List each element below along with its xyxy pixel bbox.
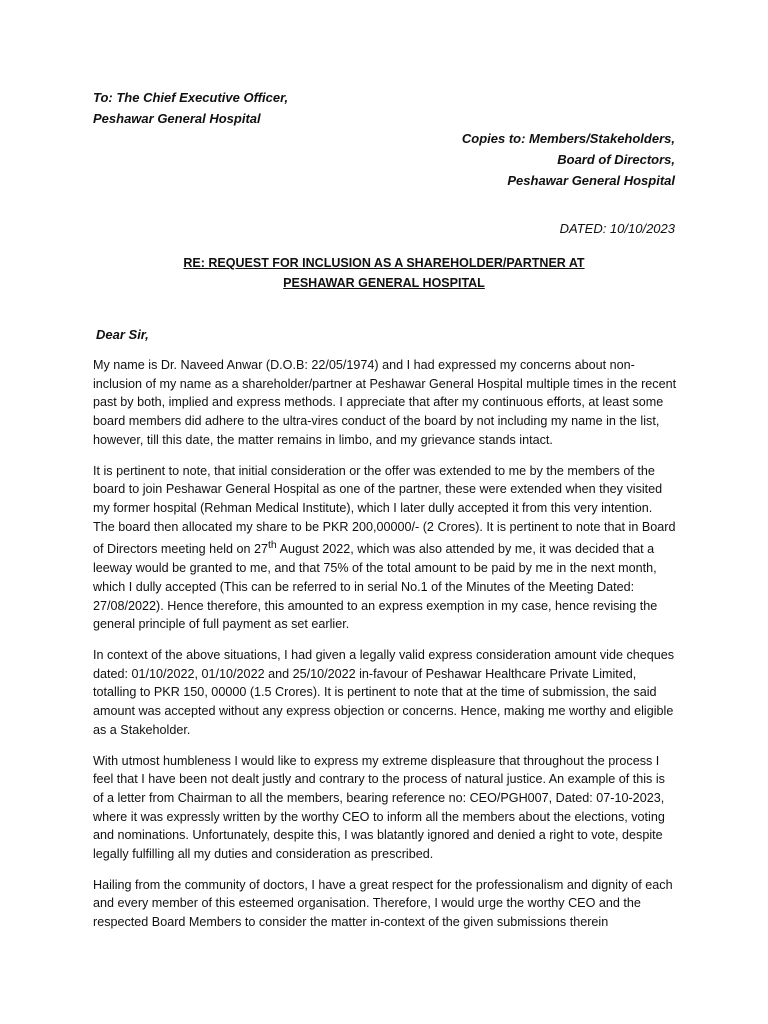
copies-line-organisation: Peshawar General Hospital [507, 173, 675, 188]
paragraph-2-part-b: August 2022, which was also attended by me, it was decided that a leeway would be granted to me, and that 75% of the total amount to be paid by me in the next month, which I dully accepted (This can be referred to in serial No.1 of the Minutes of the Meeting Dated: 27/08/2022). Hence therefore, this amounted to an express exemption in my case, hence revising the general principle of full payment as set earlier. [93, 542, 658, 632]
recipient-block [93, 87, 288, 129]
letter-date: DATED: 10/10/2023 [559, 221, 675, 236]
recipient-organisation: Peshawar General Hospital [93, 111, 261, 126]
copies-line-members: Copies to: Members/Stakeholders, [461, 131, 675, 146]
paragraph-5: Hailing from the community of doctors, I have a great respect for the professionalism and dignity of each and every member of this esteemed organisation. Therefore, I would urge the worthy CEO and the respected Board Members to consider the matter in-context of the given submissions therein [93, 877, 673, 930]
paragraph-1: My name is Dr. Naveed Anwar (D.O.B: 22/05/1974) and I had expressed my concerns about non-inclusion of my name as a shareholder/partner at Peshawar General Hospital multiple times in the recent past by both, implied and express methods. I appreciate that after my continuous efforts, at least some board members did adhere to the ultra-vires conduct of the board by not including my name in the list, however, till this date, the matter remains in limbo, and my grievance stands intact. [93, 358, 677, 447]
subject-line-1: RE: REQUEST FOR INCLUSION AS A SHAREHOLDER/PARTNER AT [183, 256, 585, 270]
paragraph-4: With utmost humbleness I would like to express my extreme displeasure that throughout the process I feel that I have been not dealt justly and contrary to the process of natural justice. An example of this is of a letter from Chairman to all the members, bearing reference no: CEO/PGH007, Dated: 07-10-2023, where it was expressly written by the worthy CEO to inform all the members about the elections, voting and nominations. Unfortunately, despite this, I was blatantly ignored and denied a right to vote, despite legally fulfilling all my duties and consideration as prescribed. [93, 753, 665, 862]
subject-line [93, 253, 675, 293]
paragraph-2-part-a: It is pertinent to note, that initial consideration or the offer was extended to me by the members of the board to join Peshawar General Hospital as one of the partner, these were extended when they visited my former hospital (Rehman Medical Institute), which I later dully accepted it from this very intention. The board then allocated my share to be PKR 200,00000/- (2 Crores). It is pertinent to note that in Board of Directors meeting held on 27 [93, 463, 676, 557]
salutation: Dear Sir, [96, 327, 149, 342]
copies-line-board: Board of Directors, [557, 152, 675, 167]
ordinal-suffix: th [268, 539, 277, 552]
paragraph-3: In context of the above situations, I had given a legally valid express consideration amount vide cheques dated: 01/10/2022, 01/10/2022 and 25/10/2022 in-favour of Peshawar Healthcare Private Limited, totalling to PKR 150, 00000 (1.5 Crores). It is pertinent to note that at the time of submission, the said amount was accepted without any express objection or concerns. Hence, making me worthy and eligible as a Stakeholder. [93, 648, 675, 737]
paragraph-2 [93, 462, 677, 635]
subject-line-2: PESHAWAR GENERAL HOSPITAL [283, 276, 485, 290]
recipient-title: To: The Chief Executive Officer, [93, 90, 289, 105]
copies-block [462, 128, 675, 191]
letter-body [93, 356, 677, 944]
